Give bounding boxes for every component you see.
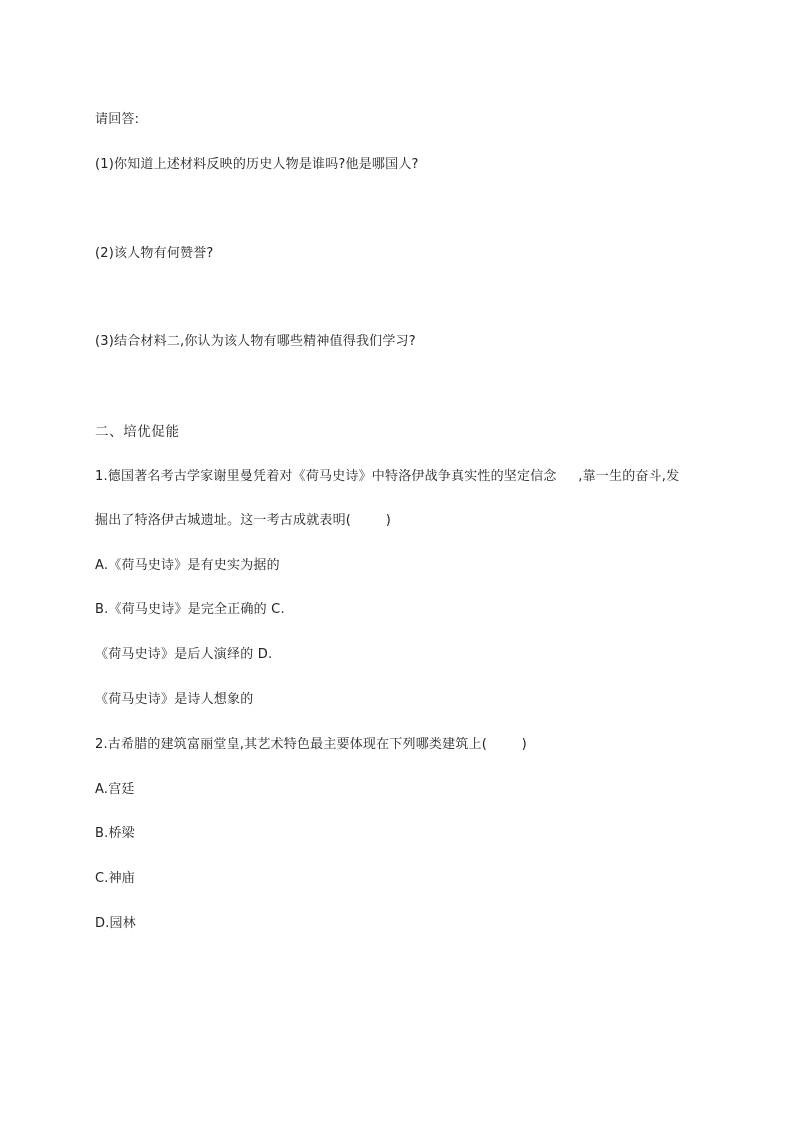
answer-prompt: 请回答:: [95, 112, 140, 127]
mcq1-stem-line1: 1.德国著名考古学家谢里曼凭着对《荷马史诗》中特洛伊战争真实性的坚定信念 ,靠一生的奋斗,发: [95, 469, 680, 484]
mcq1-option-d: 《荷马史诗》是诗人想象的: [95, 692, 254, 707]
mcq1-option-a: A.《荷马史诗》是有史实为据的: [95, 558, 280, 573]
mcq2-option-d: D.园林: [95, 916, 136, 931]
mcq1-stem-line2: 掘出了特洛伊古城遗址。这一考古成就表明( ): [95, 513, 392, 528]
mcq1-option-b: B.《荷马史诗》是完全正确的 C.: [95, 602, 285, 617]
mcq2-option-b: B.桥梁: [95, 826, 135, 841]
question-3: (3)结合材料二,你认为该人物有哪些精神值得我们学习?: [95, 334, 416, 349]
question-1: (1)你知道上述材料反映的历史人物是谁吗?他是哪国人?: [95, 157, 419, 172]
mcq1-option-c: 《荷马史诗》是后人演绎的 D.: [95, 647, 273, 662]
question-2: (2)该人物有何赞誉?: [95, 246, 214, 261]
section-heading: 二、培优促能: [95, 424, 180, 440]
mcq2-stem: 2.古希腊的建筑富丽堂皇,其艺术特色最主要体现在下列哪类建筑上( ): [95, 737, 527, 752]
mcq2-option-a: A.宫廷: [95, 782, 135, 797]
mcq2-option-c: C.神庙: [95, 871, 136, 886]
